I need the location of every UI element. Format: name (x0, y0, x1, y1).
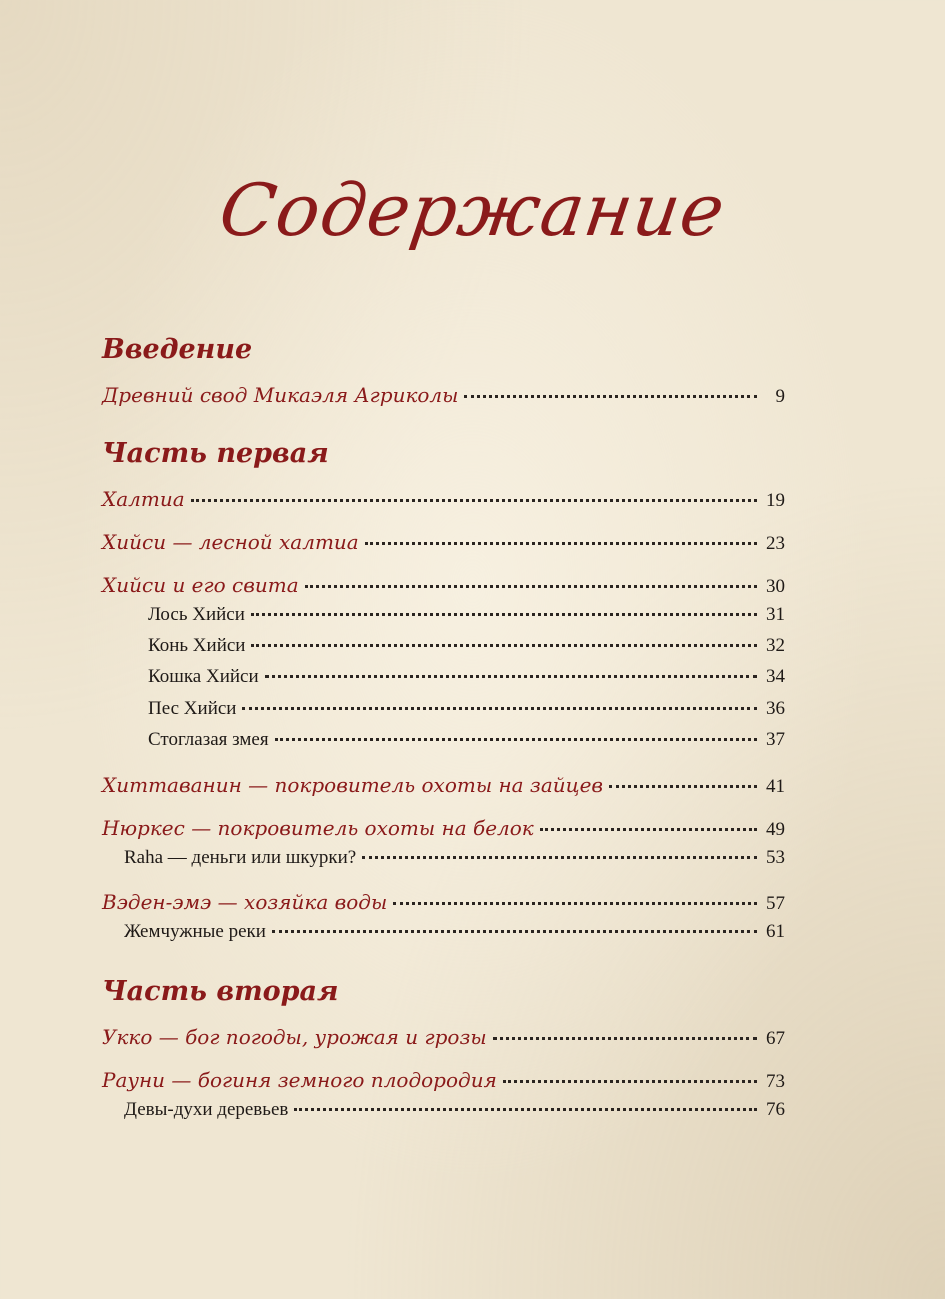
toc-entry-page: 61 (766, 921, 785, 942)
toc-entry-label: Конь Хийси (148, 635, 246, 656)
toc-entry-label: Рауни — богиня земного плодородия (102, 1068, 497, 1092)
toc-entry-page: 34 (766, 666, 785, 687)
dot-leader (251, 613, 757, 616)
dot-leader (464, 395, 757, 398)
dot-leader (609, 785, 757, 788)
toc-entry-page: 37 (766, 729, 785, 750)
dot-leader (294, 1108, 757, 1111)
toc-entry[interactable] (102, 773, 785, 801)
toc-entry[interactable] (102, 1025, 785, 1053)
toc-entry-label: Хиттаванин — покровитель охоты на зайцев (102, 773, 604, 797)
toc-entry-label: Девы-духи деревьев (124, 1099, 289, 1120)
toc-entry[interactable] (102, 890, 785, 918)
toc-entry-label: Лось Хийси (148, 604, 245, 625)
toc-entry-page: 53 (766, 847, 785, 868)
dot-leader (251, 644, 757, 647)
dot-leader (365, 542, 757, 545)
toc-entry[interactable] (102, 1068, 785, 1096)
section-heading: Часть первая (102, 438, 329, 469)
toc-entry-label: Укко — бог погоды, урожая и грозы (102, 1025, 487, 1049)
toc-entry-label: Raha — деньги или шкурки? (124, 847, 357, 868)
dot-leader (503, 1080, 757, 1083)
toc-entry-label: Стоглазая змея (148, 729, 269, 750)
toc-entry-page: 67 (766, 1028, 785, 1049)
toc-subentry[interactable] (148, 604, 785, 632)
toc-entry[interactable] (102, 573, 785, 601)
section-heading: Часть вторая (102, 976, 339, 1007)
toc-entry-label: Древний свод Микаэля Агриколы (102, 383, 459, 407)
toc-entry-label: Кошка Хийси (148, 666, 259, 687)
toc-subentry[interactable] (124, 921, 785, 949)
dot-leader (493, 1037, 757, 1040)
toc-entry-page: 57 (766, 893, 785, 914)
toc-entry-label: Вэден-эмэ — хозяйка воды (102, 890, 388, 914)
toc-entry-page: 73 (766, 1071, 785, 1092)
toc-entry[interactable] (102, 383, 785, 411)
dot-leader (242, 707, 757, 710)
toc-entry-page: 9 (775, 386, 785, 407)
toc-entry[interactable] (102, 530, 785, 558)
dot-leader (305, 585, 757, 588)
toc-subentry[interactable] (148, 698, 785, 726)
section-heading: Введение (102, 334, 253, 365)
toc-entry-label: Пес Хийси (148, 698, 237, 719)
toc-entry-page: 76 (766, 1099, 785, 1120)
dot-leader (191, 499, 757, 502)
toc-entry[interactable] (102, 816, 785, 844)
toc-entry-label: Нюркес — покровитель охоты на белок (102, 816, 534, 840)
dot-leader (362, 856, 757, 859)
toc-entry-page: 32 (766, 635, 785, 656)
toc-entry[interactable] (102, 487, 785, 515)
toc-entry-page: 30 (766, 576, 785, 597)
toc-entry-page: 23 (766, 533, 785, 554)
toc-entry-page: 41 (766, 776, 785, 797)
toc-entry-page: 36 (766, 698, 785, 719)
toc-entry-label: Жемчужные реки (124, 921, 266, 942)
toc-subentry[interactable] (148, 666, 785, 694)
toc-entry-label: Хийси — лесной халтиа (102, 530, 359, 554)
toc-subentry[interactable] (148, 635, 785, 663)
toc-subentry[interactable] (148, 729, 785, 757)
dot-leader (272, 930, 757, 933)
toc-entry-label: Хийси и его свита (102, 573, 299, 597)
dot-leader (275, 738, 757, 741)
toc-entry-label: Халтиа (102, 487, 185, 511)
toc-entry-page: 49 (766, 819, 785, 840)
page-title: Содержание (214, 168, 731, 252)
dot-leader (540, 828, 757, 831)
toc-subentry[interactable] (124, 1099, 785, 1127)
toc-entry-page: 19 (766, 490, 785, 511)
toc-entry-page: 31 (766, 604, 785, 625)
dot-leader (393, 902, 757, 905)
dot-leader (265, 675, 757, 678)
toc-subentry[interactable] (124, 847, 785, 875)
